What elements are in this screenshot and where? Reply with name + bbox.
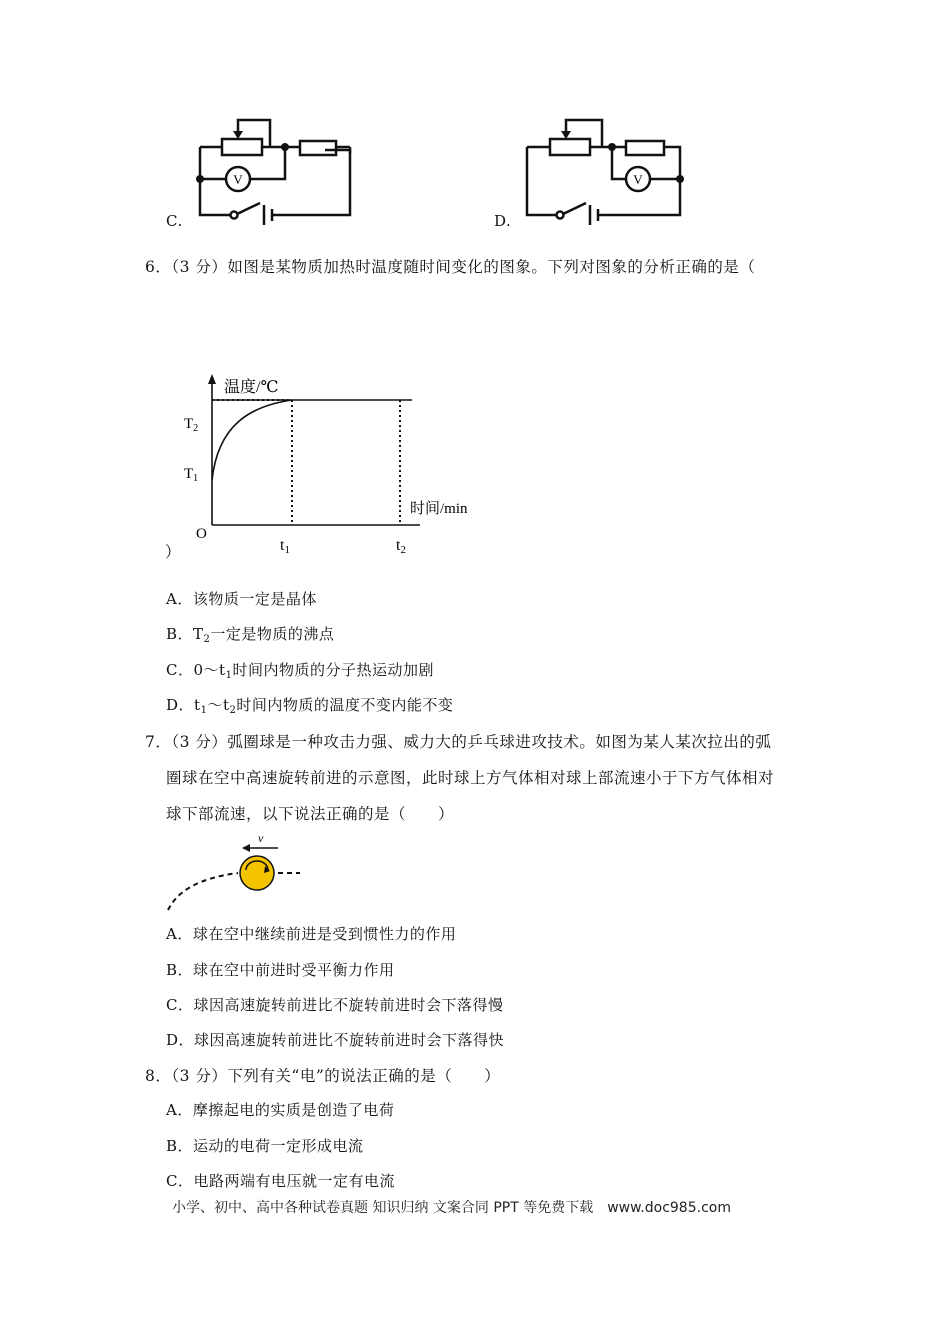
- q6-option-a: A．该物质一定是晶体: [166, 590, 317, 608]
- question-7-line-2: 圈球在空中高速旋转前进的示意图，此时球上方气体相对球上部流速小于下方气体相对: [166, 769, 775, 787]
- velocity-label: v: [258, 831, 264, 845]
- circuit-diagram-c: [160, 95, 370, 230]
- footer-banner: 小学、初中、高中各种试卷真题 知识归纳 文案合同 PPT 等免费下载 www.doc985.com: [172, 1200, 731, 1216]
- y-axis-label: 温度/℃: [224, 379, 279, 396]
- q8-option-c: C．电路两端有电压就一定有电流: [166, 1172, 395, 1190]
- question-8-stem: 8．（3 分）下列有关“电”的说法正确的是（ ）: [145, 1067, 501, 1085]
- q8-option-a: A．摩擦起电的实质是创造了电荷: [166, 1101, 395, 1119]
- tick-label-T1: $T_1$: [184, 466, 199, 484]
- q6-option-d: D．$t_1\sim t_2$时间内物质的温度不变内能不变: [166, 696, 454, 716]
- circuit-diagram-d: [490, 95, 700, 230]
- question-6-stem-close: ）: [165, 543, 182, 561]
- question-7-line-3: 球下部流速，以下说法正确的是（ ）: [166, 805, 455, 823]
- q6-option-b: B．$T_2$一定是物质的沸点: [166, 625, 335, 645]
- q7-option-d: D．球因高速旋转前进比不旋转前进时会下落得快: [166, 1031, 505, 1049]
- tick-label-t1: t1: [280, 537, 290, 556]
- temperature-time-graph: [170, 370, 500, 565]
- question-6-stem: 6．（3 分）如图是某物质加热时温度随时间变化的图象。下列对图象的分析正确的是（: [145, 258, 756, 276]
- origin-label: O: [196, 526, 207, 542]
- spinning-ball-diagram: [160, 830, 320, 915]
- tick-label-T2: $T_2$: [184, 416, 199, 434]
- question-7-line-1: 7．（3 分）弧圈球是一种攻击力强、威力大的乒乓球进攻技术。如图为某人某次拉出的弧: [145, 733, 772, 751]
- circuit-d-label: D.: [494, 212, 512, 230]
- x-axis-label: 时间/min: [410, 501, 468, 517]
- q7-option-a: A．球在空中继续前进是受到惯性力的作用: [166, 925, 457, 943]
- tick-label-t2: t2: [396, 537, 406, 556]
- circuit-c-label: C.: [166, 212, 183, 230]
- q7-option-c: C．球因高速旋转前进比不旋转前进时会下落得慢: [166, 996, 504, 1014]
- q6-option-c: C．$0\sim t_1$时间内物质的分子热运动加剧: [166, 661, 434, 681]
- q7-option-b: B．球在空中前进时受平衡力作用: [166, 961, 395, 979]
- voltmeter-symbol: V: [233, 172, 243, 187]
- q8-option-b: B．运动的电荷一定形成电流: [166, 1137, 364, 1155]
- voltmeter-symbol: V: [633, 172, 643, 187]
